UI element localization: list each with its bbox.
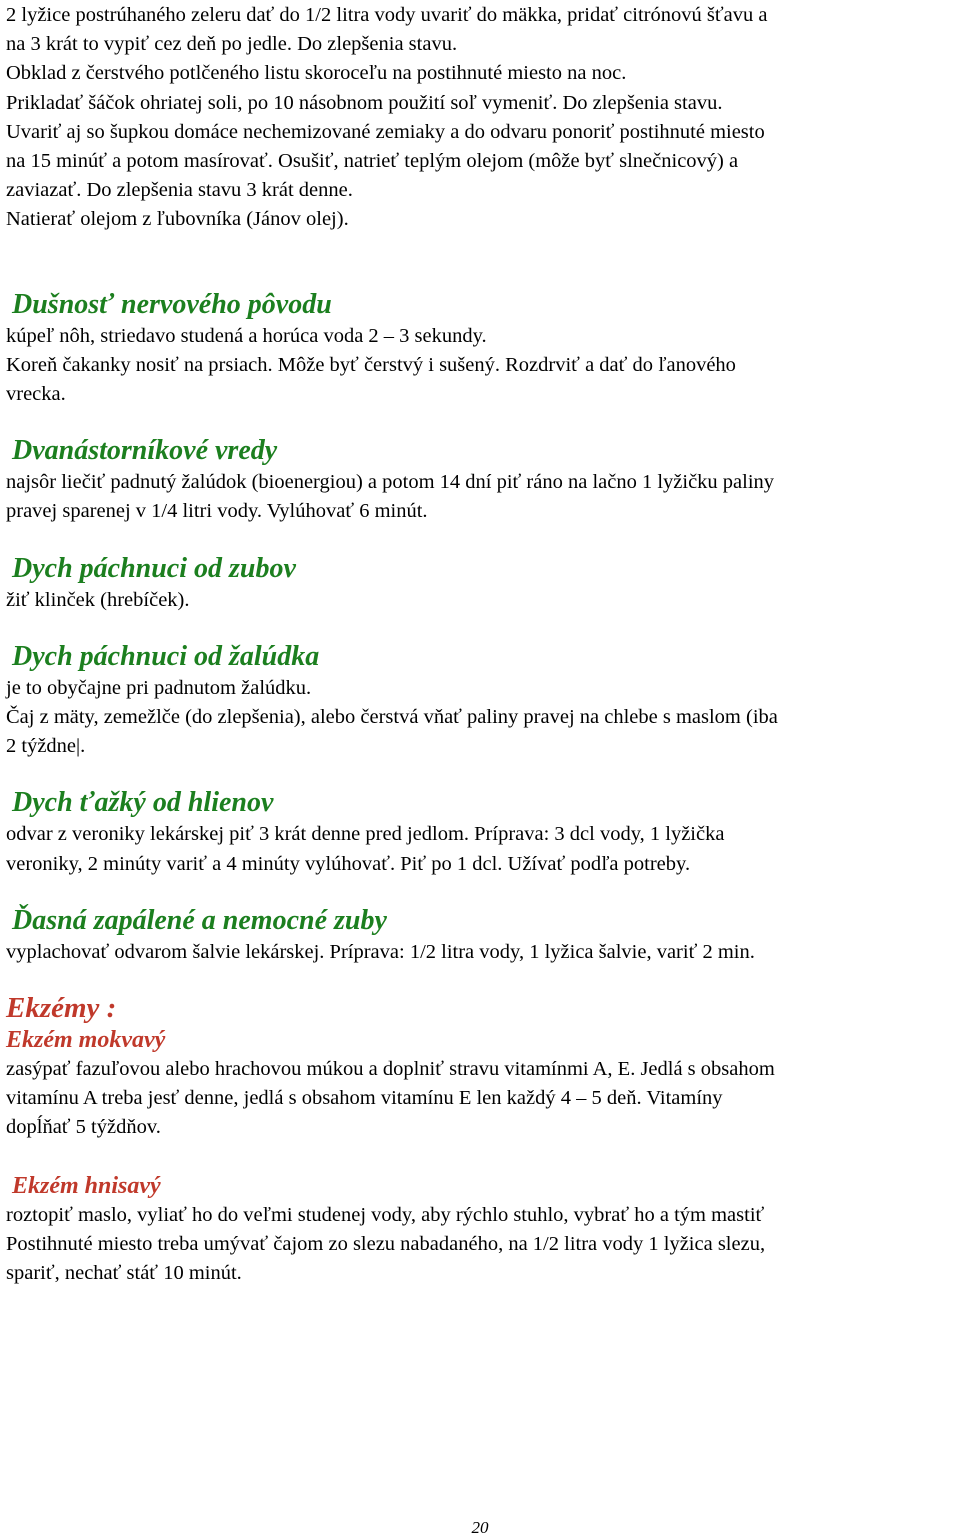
subsection-ekzem-mokvavy — [6, 1025, 958, 1143]
section-vredy — [6, 434, 958, 526]
section-line: Postihnuté miesto treba umývať čajom zo slezu nabadaného, na 1/2 litra vody 1 lyžica slezu, — [6, 1232, 766, 1255]
section-line: spariť, nechať stáť 10 minút. — [6, 1262, 242, 1285]
section-heading: Dušnosť nervového pôvodu — [12, 288, 332, 320]
section-heading: Dych páchnuci od zubov — [12, 552, 296, 584]
section-heading: Dych páchnuci od žalúdka — [12, 640, 320, 672]
intro-block — [6, 0, 958, 235]
section-line: kúpeľ nôh, striedavo studená a horúca voda 2 – 3 sekundy. — [6, 324, 487, 347]
section-line: vyplachovať odvarom šalvie lekárskej. Príprava: 1/2 litra vody, 1 lyžica šalvie, variť 2 min. — [6, 940, 755, 963]
intro-line: na 3 krát to vypiť cez deň po jedle. Do zlepšenia stavu. — [6, 33, 458, 56]
section-ekzemy — [6, 991, 958, 1288]
intro-line: Obklad z čerstvého potlčeného listu skoroceľu na postihnuté miesto na noc. — [6, 62, 627, 85]
section-line: vrecka. — [6, 383, 66, 406]
section-heading: Ďasná zapálené a nemocné zuby — [12, 904, 387, 936]
intro-line: Uvariť aj so šupkou domáce nechemizované zemiaky a do odvaru ponoriť postihnuté miesto — [6, 120, 765, 143]
intro-line: Natierať olejom z ľubovníka (Jánov olej). — [6, 208, 349, 231]
intro-line: zaviazať. Do zlepšenia stavu 3 krát denne. — [6, 179, 353, 202]
intro-line: Prikladať šáčok ohriatej soli, po 10 násobnom použití soľ vymeniť. Do zlepšenia stavu. — [6, 91, 723, 114]
section-line: veroniky, 2 minúty variť a 4 minúty vylúhovať. Piť po 1 dcl. Užívať podľa potreby. — [6, 852, 691, 875]
subsection-ekzem-hnisavy — [6, 1171, 958, 1289]
section-heading: Dvanástorníkové vredy — [12, 435, 278, 467]
section-line: roztopiť maslo, vyliať ho do veľmi studenej vody, aby rýchlo stuhlo, vybrať ho a tým mastiť — [6, 1203, 765, 1226]
section-dusnost — [6, 288, 958, 410]
section-line: Čaj z mäty, zemežlče (do zlepšenia), alebo čerstvá vňať paliny pravej na chlebe s maslom (iba — [6, 706, 778, 729]
section-line: vitamínu A treba jesť denne, jedlá s obsahom vitamínu E len každý 4 – 5 deň. Vitamíny — [6, 1087, 723, 1110]
subsection-heading: Ekzém hnisavý — [12, 1172, 161, 1199]
page-number: 20 — [471, 1518, 489, 1537]
intro-line: na 15 minúť a potom masírovať. Osušiť, natrieť teplým olejom (môže byť slnečnicový) a — [6, 150, 739, 173]
section-dych-zaludok — [6, 640, 958, 762]
section-line: odvar z veroniky lekárskej piť 3 krát denne pred jedlom. Príprava: 3 dcl vody, 1 lyžička — [6, 823, 725, 846]
subsection-heading: Ekzém mokvavý — [6, 1027, 166, 1054]
section-line: najsôr liečiť padnutý žalúdok (bioenergiou) a potom 14 dní piť ráno na lačno 1 lyžičku paliny — [6, 471, 775, 494]
document-page — [6, 0, 958, 1288]
section-dych-zuby — [6, 552, 958, 615]
section-line: žiť klinček (hrebíček). — [6, 588, 190, 611]
section-heading: Ekzémy : — [6, 992, 117, 1025]
section-dasna — [6, 904, 958, 967]
section-heading: Dych ťažký od hlienov — [12, 787, 274, 819]
section-line: dopĺňať 5 týždňov. — [6, 1116, 161, 1139]
section-line: je to obyčajne pri padnutom žalúdku. — [6, 676, 312, 699]
section-line: Koreň čakanky nosiť na prsiach. Môže byť čerstvý i sušený. Rozdrviť a dať do ľanového — [6, 353, 736, 376]
intro-line: 2 lyžice postrúhaného zeleru dať do 1/2 litra vody uvariť do mäkka, pridať citrónovú šťavu a — [6, 4, 768, 26]
section-line: 2 týždne|. — [6, 735, 86, 758]
section-dych-hlieny — [6, 786, 958, 878]
section-line: pravej sparenej v 1/4 litri vody. Vylúhovať 6 minút. — [6, 500, 428, 523]
section-line: zasýpať fazuľovou alebo hrachovou múkou a doplniť stravu vitamínmi A, E. Jedlá s obsahom — [6, 1058, 775, 1081]
